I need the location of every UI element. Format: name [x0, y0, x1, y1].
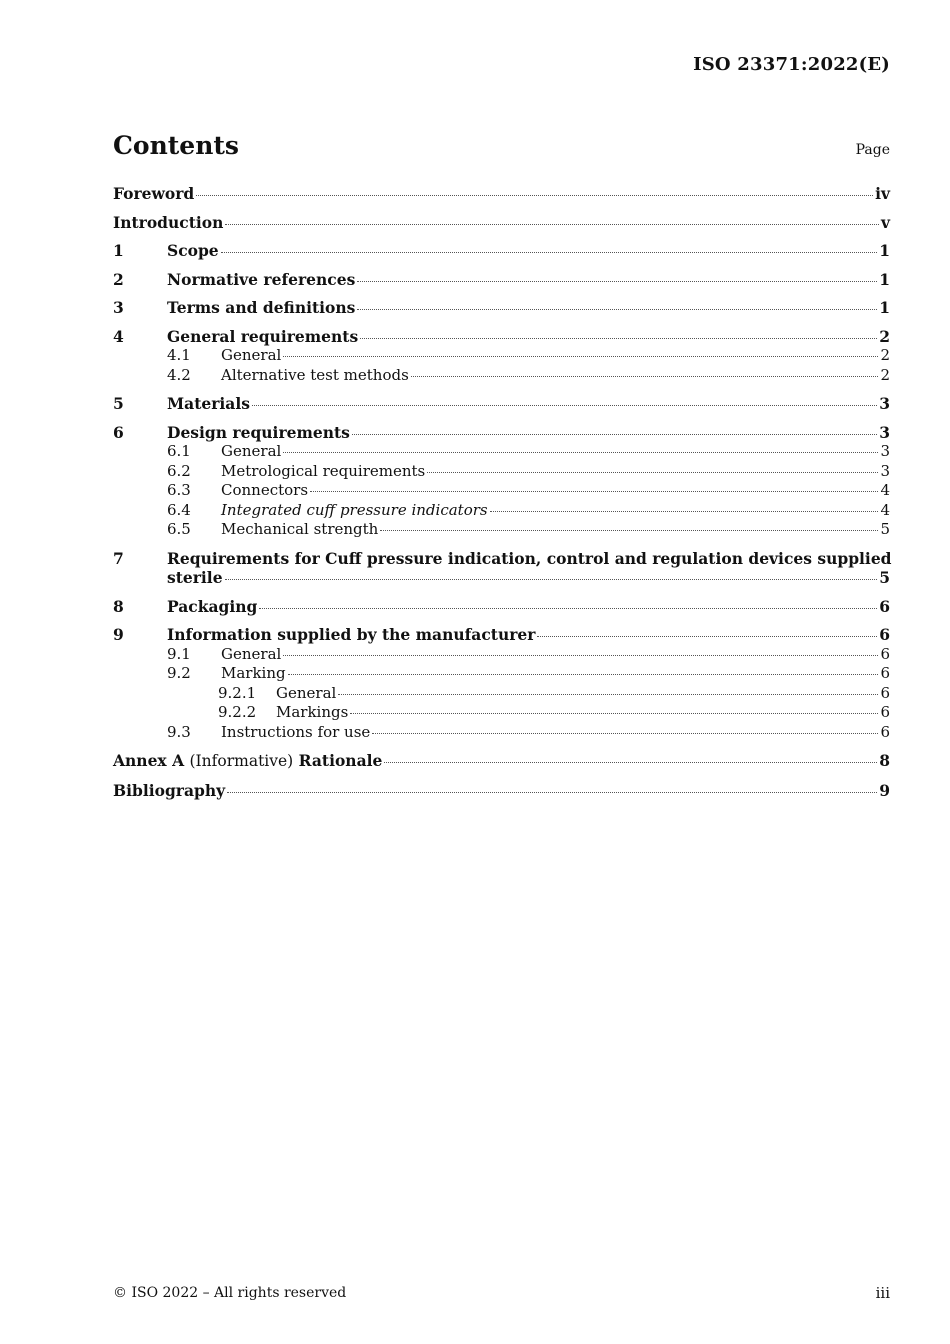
toc-page: 3: [879, 394, 890, 413]
leader-dots: [427, 472, 878, 473]
toc-page: v: [880, 212, 890, 232]
leader-dots: [283, 452, 878, 453]
toc-number: 2: [113, 269, 124, 289]
annex-prefix: Annex A: [113, 751, 185, 770]
toc-number: 6.3: [167, 481, 191, 499]
page-number: iii: [875, 1284, 890, 1302]
leader-dots: [283, 356, 878, 357]
toc-label: Mechanical strength: [221, 520, 379, 538]
leader-dots: [259, 608, 877, 609]
toc-entry-6-1[interactable]: [113, 442, 890, 462]
toc-page: 3: [879, 422, 890, 442]
toc-label: General: [221, 346, 282, 364]
toc-number: 6.2: [167, 461, 191, 480]
toc-number: 3: [113, 298, 124, 317]
toc-entry-9-1[interactable]: [113, 645, 890, 665]
toc-label: Packaging: [167, 596, 258, 616]
toc-page: 4: [880, 481, 890, 499]
toc-entry-4-2[interactable]: [113, 366, 890, 386]
toc-label: Metrological requirements: [221, 461, 426, 480]
toc-page: 6: [880, 644, 890, 663]
contents-title: Contents: [113, 131, 240, 160]
toc-number: 6.5: [167, 520, 191, 538]
toc-entry-4-1[interactable]: [113, 346, 890, 366]
document-id: ISO 23371:2022(E): [693, 54, 890, 75]
leader-dots: [225, 579, 878, 580]
toc-page: 6: [879, 596, 890, 616]
copyright-notice: © ISO 2022 – All rights reserved: [113, 1285, 347, 1301]
toc-entry-9-2-2[interactable]: [113, 703, 890, 723]
leader-dots: [357, 281, 877, 282]
toc-label: Connectors: [221, 481, 309, 499]
toc-label: Design requirements: [167, 422, 350, 442]
toc-number: 9.2: [167, 664, 191, 682]
leader-dots: [372, 733, 878, 734]
toc-entry-introduction[interactable]: [113, 213, 890, 233]
toc-entry-terms-definitions[interactable]: [113, 298, 890, 318]
toc-number: 9.1: [167, 644, 191, 663]
toc-page: 6: [879, 625, 890, 644]
leader-dots: [490, 511, 879, 512]
toc-entry-normative-references[interactable]: [113, 270, 890, 290]
toc-label: Foreword: [113, 184, 195, 203]
toc-entry-6-2[interactable]: [113, 462, 890, 482]
toc-number: 9: [113, 625, 124, 644]
leader-dots: [310, 491, 878, 492]
toc-entry-scope[interactable]: [113, 241, 890, 261]
toc-number: 9.2.2: [218, 703, 257, 721]
toc-label: Normative references: [167, 269, 356, 289]
toc-label: Markings: [276, 703, 349, 721]
toc-entry-annex-a[interactable]: [113, 751, 890, 772]
toc-number: 7: [113, 548, 124, 568]
toc-label: Materials: [167, 394, 250, 413]
toc-page: iv: [875, 184, 890, 203]
toc-label: Marking: [221, 664, 286, 682]
toc-entry-design-requirements[interactable]: [113, 423, 890, 443]
annex-type: (Informative): [189, 752, 294, 770]
toc-page: 5: [879, 568, 890, 587]
toc-page: 2: [880, 346, 890, 364]
toc-label-continued: sterile: [167, 568, 223, 587]
toc-number: 4: [113, 326, 124, 346]
toc-label: Integrated cuff pressure indicators: [221, 500, 488, 519]
toc-number: 6.1: [167, 442, 191, 460]
toc-page: 9: [879, 780, 890, 800]
toc-page: 3: [880, 442, 890, 460]
toc-page: 8: [879, 751, 890, 770]
toc-label: Bibliography: [113, 780, 226, 800]
toc-number: 6.4: [167, 500, 191, 519]
toc-label: [113, 751, 382, 772]
leader-dots: [357, 309, 877, 310]
toc-label: General: [221, 442, 282, 460]
toc-number: 4.2: [167, 365, 191, 384]
leader-dots: [352, 434, 877, 435]
toc-entry-materials[interactable]: [113, 394, 890, 414]
toc-entry-information-supplied[interactable]: [113, 625, 890, 645]
toc-entry-6-5[interactable]: [113, 520, 890, 540]
toc-label: Scope: [167, 241, 219, 260]
toc-label: General requirements: [167, 326, 359, 346]
toc-label: Requirements for Cuff pressure indication, control and regulation devices supplied: [167, 548, 892, 568]
toc-number: 9.3: [167, 722, 191, 741]
leader-dots: [380, 530, 878, 531]
toc-page: 5: [880, 520, 890, 538]
toc-label: General: [276, 683, 337, 702]
toc-page: 6: [880, 703, 890, 721]
toc-page: 2: [879, 326, 890, 346]
leader-dots: [411, 376, 879, 377]
toc-label: Introduction: [113, 212, 224, 232]
leader-dots: [196, 195, 873, 196]
toc-entry-9-2-1[interactable]: [113, 684, 890, 704]
toc-number: 1: [113, 241, 124, 260]
leader-dots: [252, 405, 877, 406]
toc-number: 6: [113, 422, 124, 442]
toc-number: 8: [113, 596, 124, 616]
toc-label: General: [221, 644, 282, 663]
toc-page: 1: [879, 269, 890, 289]
leader-dots: [288, 674, 879, 675]
annex-title: Rationale: [298, 751, 383, 770]
toc-label: Information supplied by the manufacturer: [167, 625, 536, 644]
leader-dots: [225, 224, 879, 225]
toc-entry-foreword[interactable]: [113, 184, 890, 204]
toc-entry-bibliography[interactable]: [113, 781, 890, 801]
table-of-contents: [113, 184, 890, 800]
toc-page: 1: [879, 241, 890, 260]
leader-dots: [384, 762, 877, 763]
toc-page: 6: [880, 683, 890, 702]
toc-entry-requirements-cuff-pressure[interactable]: [113, 549, 890, 588]
toc-page: 1: [879, 298, 890, 317]
toc-page: 2: [880, 365, 890, 384]
toc-entry-6-4[interactable]: [113, 501, 890, 521]
leader-dots: [537, 636, 877, 637]
toc-page: 4: [880, 500, 890, 519]
toc-number: 9.2.1: [218, 683, 257, 702]
toc-entry-packaging[interactable]: [113, 597, 890, 617]
toc-label: Alternative test methods: [221, 365, 409, 384]
toc-label: Terms and definitions: [167, 298, 356, 317]
toc-entry-general-requirements[interactable]: [113, 327, 890, 347]
leader-dots: [350, 713, 878, 714]
toc-entry-line: [113, 549, 890, 569]
toc-number: 5: [113, 394, 124, 413]
leader-dots: [338, 694, 878, 695]
toc-page: 6: [880, 722, 890, 741]
leader-dots: [283, 655, 878, 656]
page-column-label: Page: [855, 142, 890, 158]
toc-label: Instructions for use: [221, 722, 371, 741]
leader-dots: [221, 252, 878, 253]
toc-entry-9-2[interactable]: [113, 664, 890, 684]
toc-page: 3: [880, 461, 890, 480]
toc-entry-9-3[interactable]: [113, 723, 890, 743]
toc-entry-6-3[interactable]: [113, 481, 890, 501]
toc-page: 6: [880, 664, 890, 682]
toc-number: 4.1: [167, 346, 191, 364]
toc-entry-line: [167, 568, 890, 588]
leader-dots: [360, 338, 877, 339]
leader-dots: [227, 792, 877, 793]
